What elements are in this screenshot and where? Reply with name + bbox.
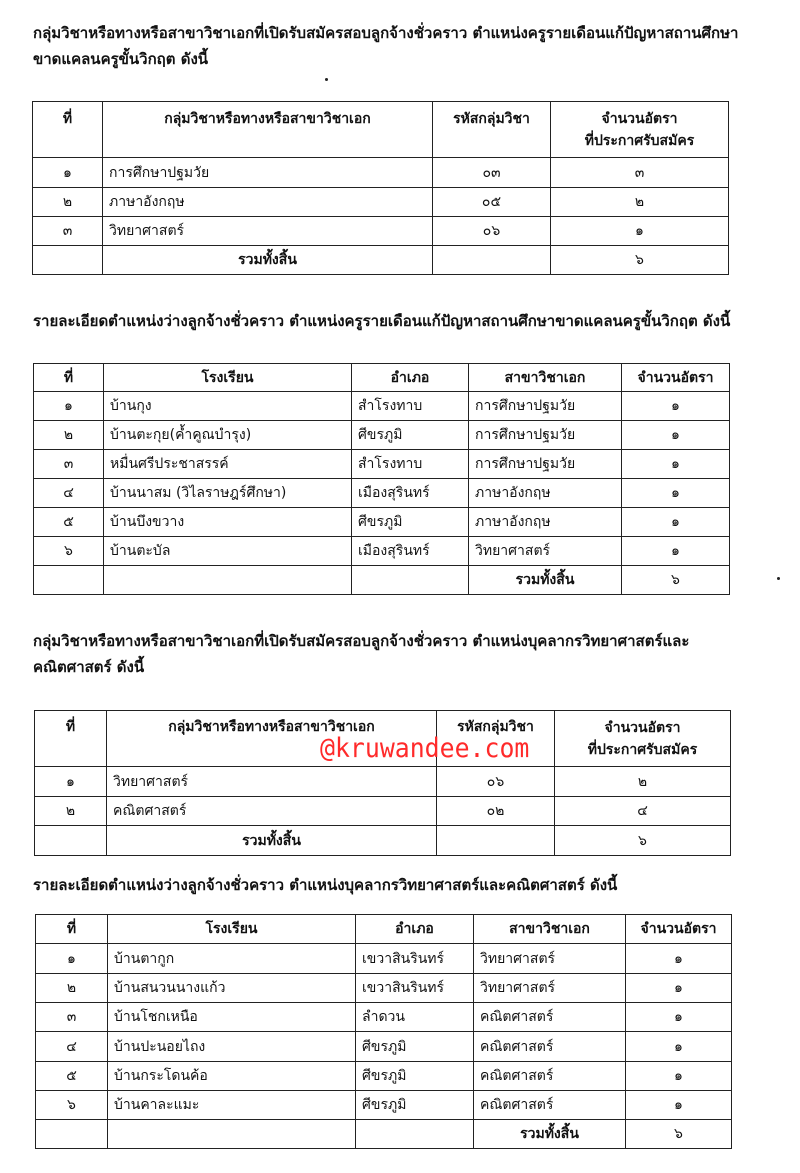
section2-intro [33,308,793,334]
cell-code: ๐๓ [433,158,551,188]
cell-major: วิทยาศาสตร์ [469,537,622,566]
cell-count: ๑ [622,450,730,479]
cell-district: เมืองสุรินทร์ [352,537,469,566]
col-header-count-line1: จำนวนอัตรา [601,110,678,127]
cell-subject: การศึกษาปฐมวัย [103,158,433,188]
cell-no: ๕ [36,1062,108,1091]
cell-district: ศีขรภูมิ [352,508,469,537]
table-row [36,974,732,1003]
col-header-major: สาขาวิชาเอก [474,915,626,944]
table-header-row [36,915,732,944]
col-header-code: รหัสกลุ่มวิชา [433,102,551,158]
table-total-row [36,1120,732,1149]
cell-school: บ้านคาละแมะ [108,1091,356,1120]
total-value: ๖ [555,826,731,856]
table-row [34,421,730,450]
col-header-count [555,711,731,767]
cell-no: ๓ [36,1003,108,1032]
cell-school: บ้านตะบัล [104,537,352,566]
table-row [34,392,730,421]
cell-no: ๒ [35,797,107,826]
cell-school: บ้านโชกเหนือ [108,1003,356,1032]
cell-code: ๐๕ [433,188,551,217]
cell-subject: ภาษาอังกฤษ [103,188,433,217]
watermark-text: @kruwandee.com [320,733,530,764]
table-total-row [34,566,730,595]
col-header-count: จำนวนอัตรา [622,364,730,392]
cell-count: ๔ [555,797,731,826]
table-row [33,158,729,188]
section4-intro [33,872,793,898]
cell-count: ๑ [622,508,730,537]
cell-school: บ้านบึงขวาง [104,508,352,537]
cell-district: เขวาสินรินทร์ [356,944,474,974]
cell-no: ๖ [36,1091,108,1120]
col-header-no: ที่ [34,364,104,392]
cell-count: ๒ [551,188,729,217]
table-row [33,217,729,246]
col-header-no: ที่ [33,102,103,158]
col-header-major: สาขาวิชาเอก [469,364,622,392]
cell-count: ๑ [626,944,732,974]
section4-table [35,914,732,1149]
cell-school: บ้านสนวนนางแก้ว [108,974,356,1003]
table-row [34,537,730,566]
cell-empty [36,1120,108,1149]
col-header-subject: กลุ่มวิชาหรือทางหรือสาขาวิชาเอก [107,711,437,767]
cell-school: บ้านกระโดนค้อ [108,1062,356,1091]
cell-count: ๑ [551,217,729,246]
cell-district: ศีขรภูมิ [356,1091,474,1120]
col-header-subject: กลุ่มวิชาหรือทางหรือสาขาวิชาเอก [103,102,433,158]
col-header-school: โรงเรียน [104,364,352,392]
cell-major: คณิตศาสตร์ [474,1062,626,1091]
cell-count: ๒ [555,767,731,797]
col-header-count: จำนวนอัตรา [626,915,732,944]
total-label: รวมทั้งสิ้น [469,566,622,595]
cell-empty [33,246,103,275]
total-label: รวมทั้งสิ้น [107,826,437,856]
cell-code: ๐๖ [437,767,555,797]
total-value: ๖ [622,566,730,595]
table-row [35,797,731,826]
cell-count: ๑ [626,1091,732,1120]
table-row [34,479,730,508]
cell-no: ๔ [36,1032,108,1062]
section1-intro-line1: กลุ่มวิชาหรือทางหรือสาขาวิชาเอกที่เปิดรับสมัครสอบลูกจ้างชั่วคราว ตำแหน่งครูรายเดือนแก้ปัญหาสถานศึกษา [33,24,739,42]
col-header-district: อำเภอ [352,364,469,392]
col-header-count-line1: จำนวนอัตรา [604,719,681,736]
cell-count: ๑ [622,421,730,450]
cell-major: ภาษาอังกฤษ [469,508,622,537]
section3-intro-line1: กลุ่มวิชาหรือทางหรือสาขาวิชาเอกที่เปิดรับสมัครสอบลูกจ้างชั่วคราว ตำแหน่งบุคลากรวิทยาศาสตร์และ [33,632,690,650]
cell-major: คณิตศาสตร์ [474,1091,626,1120]
cell-school: บ้านปะนอยไถง [108,1032,356,1062]
table-total-row [35,826,731,856]
cell-empty [352,566,469,595]
cell-empty [34,566,104,595]
cell-no: ๖ [34,537,104,566]
cell-no: ๓ [33,217,103,246]
cell-count: ๑ [626,1032,732,1062]
cell-major: คณิตศาสตร์ [474,1003,626,1032]
cell-count: ๓ [551,158,729,188]
cell-major: วิทยาศาสตร์ [474,944,626,974]
table-row [36,1062,732,1091]
table-header-row [33,102,729,158]
cell-empty [437,826,555,856]
section2-table [33,363,730,595]
cell-major: ภาษาอังกฤษ [469,479,622,508]
cell-code: ๐๖ [433,217,551,246]
section2-intro-line: รายละเอียดตำแหน่งว่างลูกจ้างชั่วคราว ตำแหน่งครูรายเดือนแก้ปัญหาสถานศึกษาขาดแคลนครูขั้นวิกฤต ดังนี้ [33,312,731,330]
cell-no: ๑ [33,158,103,188]
total-label: รวมทั้งสิ้น [474,1120,626,1149]
col-header-school: โรงเรียน [108,915,356,944]
cell-school: บ้านกุง [104,392,352,421]
cell-district: สำโรงทาบ [352,450,469,479]
col-header-no: ที่ [35,711,107,767]
table-row [33,188,729,217]
cell-empty [35,826,107,856]
cell-district: ลำดวน [356,1003,474,1032]
col-header-district: อำเภอ [356,915,474,944]
cell-empty [108,1120,356,1149]
cell-no: ๑ [35,767,107,797]
cell-empty [356,1120,474,1149]
table-row [36,1091,732,1120]
cell-no: ๒ [33,188,103,217]
cell-school: บ้านนาสม (วิไลราษฎร์ศึกษา) [104,479,352,508]
cell-no: ๔ [34,479,104,508]
col-header-count [551,102,729,158]
cell-empty [104,566,352,595]
section1-intro-line2: ขาดแคลนครูขั้นวิกฤต ดังนี้ [33,50,209,68]
cell-district: ศีขรภูมิ [356,1032,474,1062]
cell-district: ศีขรภูมิ [356,1062,474,1091]
cell-empty [433,246,551,275]
cell-district: สำโรงทาบ [352,392,469,421]
cell-count: ๑ [622,479,730,508]
cell-school: บ้านตากูก [108,944,356,974]
section1-intro [33,20,793,72]
scan-speck [777,577,780,580]
table-row [36,1032,732,1062]
cell-no: ๕ [34,508,104,537]
cell-major: คณิตศาสตร์ [474,1032,626,1062]
col-header-code: รหัสกลุ่มวิชา [437,711,555,767]
cell-code: ๐๒ [437,797,555,826]
table-row [36,944,732,974]
cell-count: ๑ [622,392,730,421]
cell-major: วิทยาศาสตร์ [474,974,626,1003]
cell-count: ๑ [626,1062,732,1091]
cell-subject: วิทยาศาสตร์ [107,767,437,797]
cell-district: ศีขรภูมิ [352,421,469,450]
cell-school: บ้านตะกุย(ค้ำคูณบำรุง) [104,421,352,450]
cell-major: การศึกษาปฐมวัย [469,392,622,421]
section3-table [34,710,731,856]
cell-major: การศึกษาปฐมวัย [469,421,622,450]
section3-intro [33,628,793,680]
col-header-no: ที่ [36,915,108,944]
table-total-row [33,246,729,275]
section1-table [32,101,729,275]
total-label: รวมทั้งสิ้น [103,246,433,275]
cell-no: ๑ [36,944,108,974]
col-header-count-line2: ที่ประกาศรับสมัคร [587,741,698,758]
cell-no: ๓ [34,450,104,479]
table-row [34,508,730,537]
cell-subject: คณิตศาสตร์ [107,797,437,826]
scan-speck [325,78,328,81]
total-value: ๖ [626,1120,732,1149]
cell-district: เมืองสุรินทร์ [352,479,469,508]
cell-count: ๑ [622,537,730,566]
total-value: ๖ [551,246,729,275]
cell-major: การศึกษาปฐมวัย [469,450,622,479]
cell-no: ๒ [36,974,108,1003]
cell-district: เขวาสินรินทร์ [356,974,474,1003]
section4-intro-line: รายละเอียดตำแหน่งว่างลูกจ้างชั่วคราว ตำแหน่งบุคลากรวิทยาศาสตร์และคณิตศาสตร์ ดังนี้ [33,876,618,894]
cell-count: ๑ [626,1003,732,1032]
table-row [34,450,730,479]
cell-no: ๒ [34,421,104,450]
cell-no: ๑ [34,392,104,421]
cell-count: ๑ [626,974,732,1003]
table-row [35,767,731,797]
section3-intro-line2: คณิตศาสตร์ ดังนี้ [33,658,145,676]
cell-subject: วิทยาศาสตร์ [103,217,433,246]
col-header-count-line2: ที่ประกาศรับสมัคร [584,132,695,149]
table-row [36,1003,732,1032]
cell-school: หมื่นศรีประชาสรรค์ [104,450,352,479]
table-header-row [34,364,730,392]
